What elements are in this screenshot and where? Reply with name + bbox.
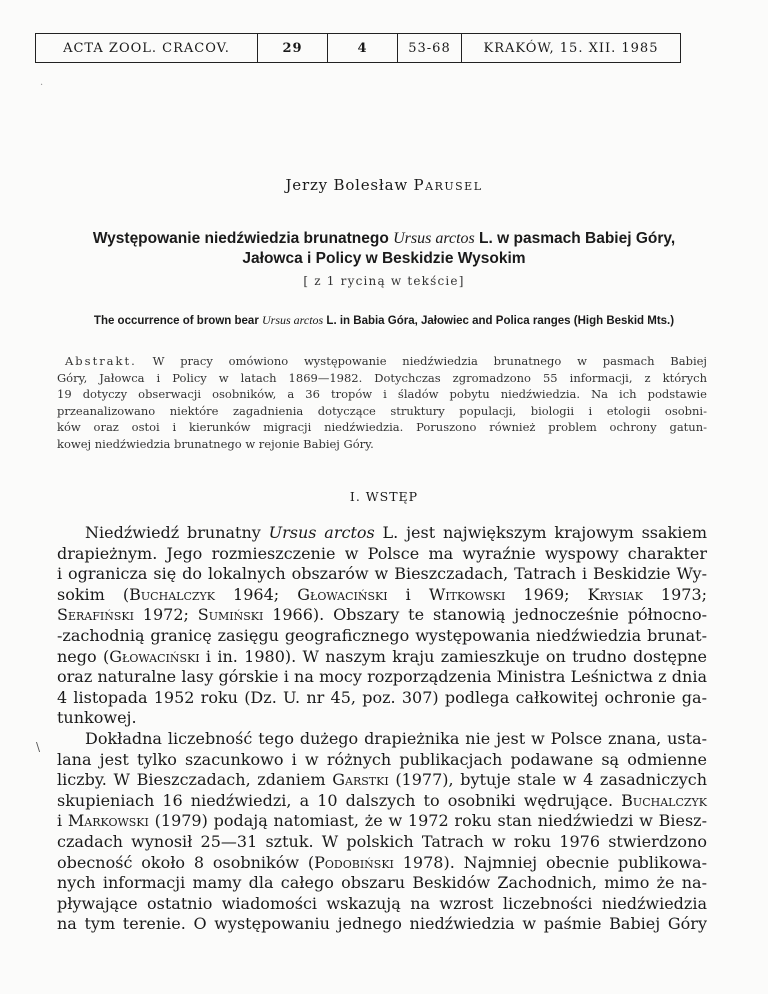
scan-mark: · (40, 80, 44, 91)
citation-author: Witkowski (428, 584, 506, 604)
body-text (57, 523, 707, 935)
author-family-name: Parusel (413, 176, 483, 194)
body-line: -zachodnią granicę zasięgu geograficznego występowania niedźwiedzia brunat- (57, 625, 707, 645)
title-text: Występowanie niedźwiedzia brunatnego (92, 230, 394, 247)
body-line: i Markowski (1979) podają natomiast, że w 1972 roku stan niedźwiedzi w Biesz- (57, 811, 708, 831)
journal-name: ACTA ZOOL. CRACOV. (36, 34, 258, 62)
citation-author: Głowaciński (109, 646, 200, 666)
title-text: Jałowca i Policy w Beskidzie Wysokim (242, 250, 526, 267)
journal-header (35, 33, 681, 63)
abstract-line: ków oraz ostoi i kierunków migracji niedźwiedzia. Poruszono również problem ochrony gatun- (57, 420, 707, 434)
body-line: pływające ostatnio wiadomości wskazują na wzrost liczebności niedźwiedzia (57, 893, 707, 913)
body-line: oraz naturalne lasy górskie i na mocy rozporządzenia Ministra Leśnictwa z dnia (57, 667, 707, 687)
author-given-name: Jerzy Bolesław (285, 176, 408, 194)
citation-author: Krysiak (587, 584, 643, 604)
abstract-heading: Abstrakt. (65, 354, 137, 368)
body-line: tunkowej. (57, 708, 137, 728)
author-line (0, 176, 768, 194)
body-line: i ogranicza się do lokalnych obszarów w Bieszczadach, Tatrach i Beskidzie Wy- (57, 564, 707, 584)
citation-author: Głowaciński (297, 584, 388, 604)
body-line: Niedźwiedź brunatny Ursus arctos L. jest największym krajowym ssakiem (85, 523, 707, 542)
abstract-line: przeanalizowano niektóre zagadnienia dotyczące struktury populacji, biologii i etologii osobni- (57, 403, 707, 418)
abstract-text: W pracy omówiono występowanie niedźwiedzia brunatnego w pasmach Babiej (136, 354, 707, 368)
body-line: Dokładna liczebność tego dużego drapieżnika nie jest w Polsce znana, usta- (85, 728, 707, 748)
scan-mark: \ (36, 740, 41, 754)
paper-title (30, 229, 738, 269)
title-text: L. w pasmach Babiej Góry, (474, 230, 676, 247)
citation-author: Sumiński (197, 605, 264, 625)
abstract-line: 19 dotyczy obserwacji osobników, a 36 tropów i śladów pobytu niedźwiedzia. Na ich podstawie (57, 387, 707, 401)
english-title (30, 313, 738, 328)
figure-note: [ z 1 ryciną w tekście] (303, 274, 465, 288)
journal-pages: 53-68 (398, 34, 462, 62)
species-name: Ursus arctos (268, 523, 375, 542)
body-line: 4 listopada 1952 roku (Dz. U. nr 45, poz. 307) podlega całkowitej ochronie ga- (57, 687, 707, 707)
body-line: obecność około 8 osobników (Podobiński 1978). Najmniej obecnie publikowa- (57, 852, 707, 872)
body-line: czadach wynosił 25—31 sztuk. W polskich Tatrach w roku 1976 stwierdzono (57, 831, 707, 851)
abstract-line: kowej niedźwiedzia brunatnego w rejonie Babiej Góry. (57, 436, 374, 451)
body-line: na tym terenie. O występowaniu jednego niedźwiedzia w paśmie Babiej Góry (57, 914, 707, 934)
body-line: nego (Głowaciński i in. 1980). W naszym kraju zamieszkuje on trudno dostępne (57, 646, 707, 666)
section-heading: I. WSTĘP (349, 489, 419, 504)
body-line: drapieżnym. Jego rozmieszczenie w Polsce ma wyraźnie wyspowy charakter (57, 543, 707, 563)
journal-place-date: KRAKÓW, 15. XII. 1985 (483, 40, 659, 56)
citation-author: Buchalczyk (129, 584, 215, 604)
abstract-line (57, 353, 707, 370)
body-line: nych informacji mamy dla całego obszaru Beskidów Zachodnich, mimo że na- (57, 873, 707, 893)
body-line: skupieniach 16 niedźwiedzi, a 10 dalszych to osobniki wędrujące. Buchalczyk (57, 790, 707, 810)
english-title-species: Ursus arctos (262, 313, 324, 327)
citation-author: Podobiński (314, 852, 394, 872)
body-line: liczby. W Bieszczadach, zdaniem Garstki (1977), bytuje stale w 4 zasadniczych (57, 770, 707, 790)
body-line: sokim (Buchalczyk 1964; Głowaciński i Witkowski 1969; Krysiak 1973; (57, 584, 708, 604)
journal-volume: 29 (258, 34, 328, 62)
citation-author: Buchalczyk (621, 790, 707, 810)
body-line: lana jest tylko szacunkowo i w różnych publikacjach podawane są odmienne (57, 749, 707, 769)
english-title-text: L. in Babia Góra, Jałowiec and Polica ranges (High Beskid Mts.) (323, 315, 675, 327)
citation-author: Markowski (67, 811, 149, 831)
citation-author: Garstki (332, 770, 389, 790)
title-species: Ursus arctos (393, 230, 475, 247)
citation-author: Serafiński (57, 605, 134, 625)
journal-number: 4 (328, 34, 398, 62)
body-line: Serafiński 1972; Sumiński 1966). Obszary te stanowią jednocześnie północno- (57, 605, 707, 625)
abstract (57, 353, 707, 452)
english-title-text: The occurrence of brown bear (93, 315, 262, 327)
abstract-line: Góry, Jałowca i Policy w latach 1869—1982. Dotychczas zgromadzono 55 informacji, z których (57, 370, 707, 385)
